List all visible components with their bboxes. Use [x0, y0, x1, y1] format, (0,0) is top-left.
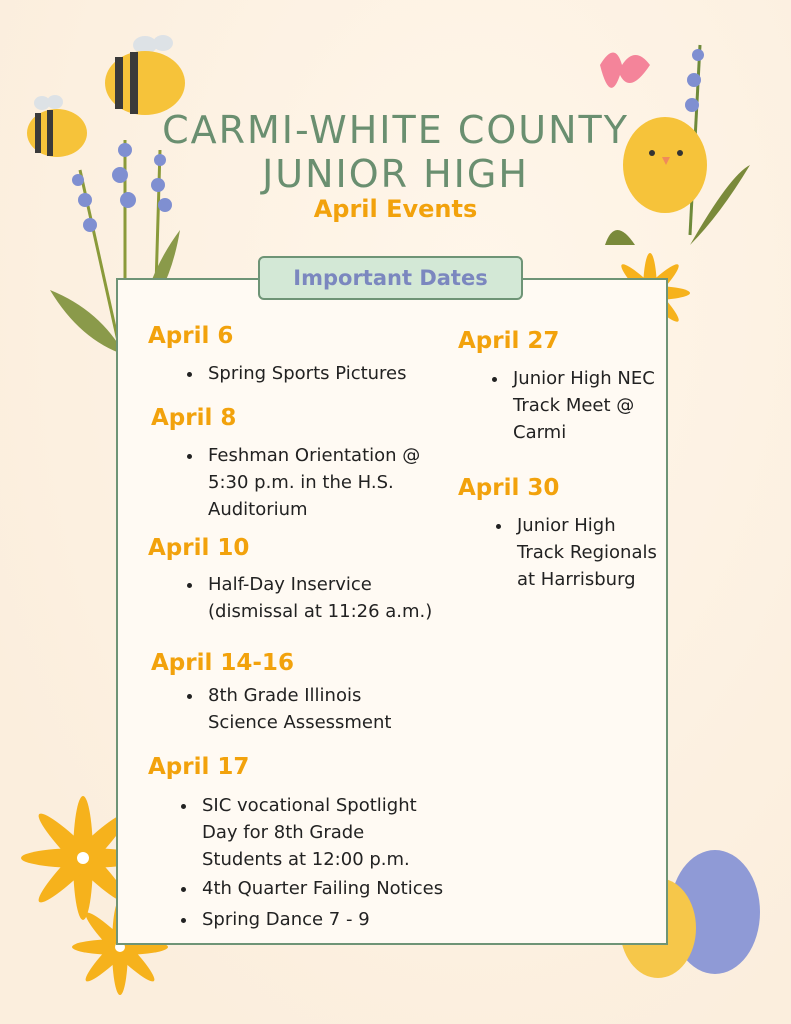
- school-name-line2: JUNIOR HIGH: [262, 152, 529, 196]
- event-list: [182, 571, 464, 625]
- event-date: April 27: [458, 328, 560, 354]
- event-date: April 8: [151, 405, 237, 431]
- event-item: • Spring Sports Pictures: [204, 360, 464, 387]
- subtitle: April Events: [313, 195, 478, 223]
- event-item: • Spring Dance 7 - 9: [198, 906, 488, 933]
- event-list: [491, 512, 658, 593]
- event-item: • Feshman Orientation @ 5:30 p.m. in the H.S. Auditorium: [204, 442, 454, 523]
- event-list: [176, 792, 488, 933]
- event-date: April 14-16: [151, 650, 294, 676]
- event-date: April 10: [148, 535, 250, 561]
- event-date: April 30: [458, 475, 560, 501]
- event-item: • Junior High Track Regionals at Harrisburg: [513, 512, 658, 593]
- event-item: • Junior High NEC Track Meet @ Carmi: [509, 365, 679, 446]
- event-list: [182, 360, 464, 387]
- section-label: Important Dates: [258, 256, 523, 300]
- event-date: April 17: [148, 754, 250, 780]
- event-item: • SIC vocational Spotlight Day for 8th Grade Students at 12:00 p.m.: [198, 792, 442, 873]
- event-item: • Half-Day Inservice (dismissal at 11:26 a.m.): [204, 571, 464, 625]
- event-list: [182, 442, 454, 523]
- event-date: April 6: [148, 323, 234, 349]
- event-list: [182, 682, 434, 736]
- school-name-line1: CARMI-WHITE COUNTY: [162, 108, 629, 152]
- event-item: • 4th Quarter Failing Notices: [198, 875, 488, 902]
- event-item: • 8th Grade Illinois Science Assessment: [204, 682, 434, 736]
- event-list: [487, 365, 679, 446]
